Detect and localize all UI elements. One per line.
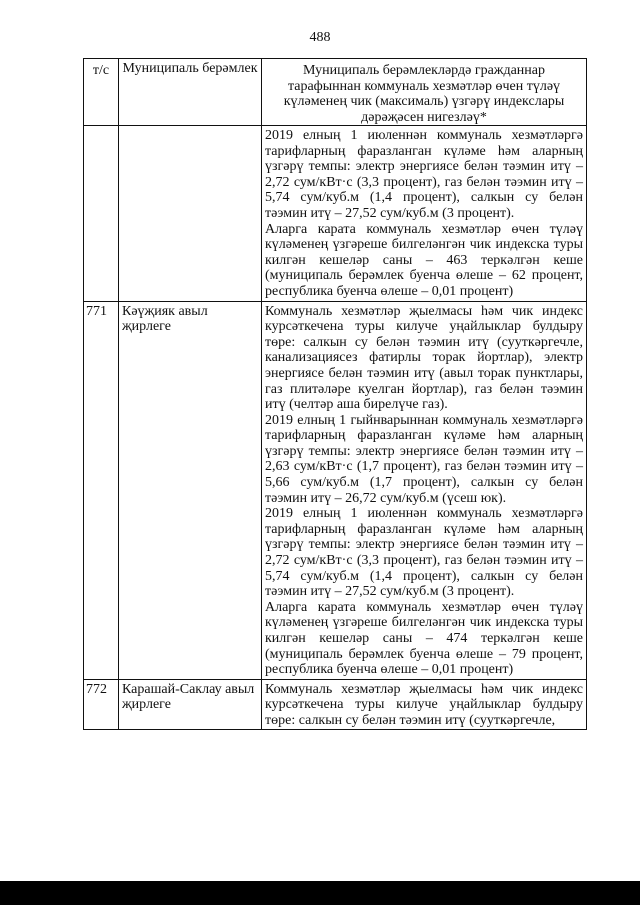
- row-num: [84, 126, 119, 302]
- description-paragraph: 2019 елның 1 июленнән коммуналь хезмәтләргә тарифларның фаразланган күләме һәм аларның үзгәрү темпы: электр энергиясе белән тәэмин итү – 2,72 сум/кВт·с (3,3 процент), газ белән тәэмин итү – 5,74 сум/куб.м (1,4 процент), салкын су белән тәэмин итү – 27,52 сум/куб.м (3 процент).: [265, 506, 583, 600]
- description-paragraph: 2019 елның 1 гыйнварыннан коммуналь хезмәтләргә тарифларның фаразланган күләме һәм аларның үзгәрү темпы: электр энергиясе белән тәэмин итү – 2,63 сум/кВт·с (1,7 процент), газ белән тәэмин итү – 5,66 сум/куб.м (1,7 процент), салкын су белән тәэмин итү – 26,72 сум/куб.м (үсеш юк).: [265, 412, 583, 506]
- description-paragraph: Коммуналь хезмәтләр җыелмасы һәм чик индекс курсәткечена туры килуче уңайлыклар булдыру төре: салкын су белән тәэмин итү (сууткәргечле,: [265, 681, 583, 728]
- table-header-row: [84, 59, 587, 126]
- description-continues: [265, 682, 583, 728]
- row-municipality: Карашай-Саклау авыл җирлеге: [119, 679, 262, 729]
- header-num: т/с: [84, 59, 119, 126]
- header-description-text: Муниципаль берәмлекләрдә гражданнар тарафыннан коммуналь хезмәтләр өчен түләү күләменең чик (максималь) үзгәрү индекслары дәрәҗәсен нигезләү*: [283, 63, 565, 125]
- row-description: [262, 679, 587, 729]
- page-number: 488: [309, 30, 331, 45]
- table-row: [84, 679, 587, 729]
- tariff-index-table: [83, 58, 587, 730]
- row-num: 771: [84, 301, 119, 679]
- row-municipality: Кәүҗияк авыл җирлеге: [119, 301, 262, 679]
- table-row: [84, 126, 587, 302]
- row-num: 772: [84, 679, 119, 729]
- description-paragraph: Аларга карата коммуналь хезмәтләр өчен түләү күләменең үзгәреше билгеләнгән чик индекска туры килгән кешеләр саны – 474 теркәлгән кеше (муниципаль берәмлек буенча өлеше – 79 процент, республика буенча өлеше – 0,01 процент): [265, 599, 583, 678]
- description-paragraph: Аларга карата коммуналь хезмәтләр өчен түләү күләменең үзгәреше билгеләнгән чик индекска туры килгән кешеләр саны – 463 теркәлгән кеше (муниципаль берәмлек буенча өлеше – 62 процент, республика буенча өлеше – 0,01 процент): [265, 221, 583, 299]
- scan-border: [0, 881, 640, 905]
- header-description: [262, 59, 587, 126]
- row-description: [262, 301, 587, 679]
- header-municipality: Муниципаль берәмлек: [119, 59, 262, 126]
- row-municipality: [119, 126, 262, 302]
- description-paragraph: Коммуналь хезмәтләр җыелмасы һәм чик индекс курсәткечена туры килуче уңайлыклар булдыру төре: салкын су белән тәэмин итү (сууткәргечле, канализациясез фатирлы торак йортлар), электр энергиясе белән тәэмин итү (авыл торак пунктлары, газ плитәләре куелган йортлар), газ белән тәэмин итү (челтәр аша бирелүче газ).: [265, 303, 583, 413]
- table-row: [84, 301, 587, 679]
- description-paragraph: 2019 елның 1 июленнән коммуналь хезмәтләргә тарифларның фаразланган күләме һәм аларның үзгәрү темпы: электр энергиясе белән тәэмин итү – 2,72 сум/кВт·с (3,3 процент), газ белән тәэмин итү – 5,74 сум/куб.м (1,4 процент), салкын су белән тәэмин итү – 27,52 сум/куб.м (3 процент).: [265, 128, 583, 221]
- row-description: [262, 126, 587, 302]
